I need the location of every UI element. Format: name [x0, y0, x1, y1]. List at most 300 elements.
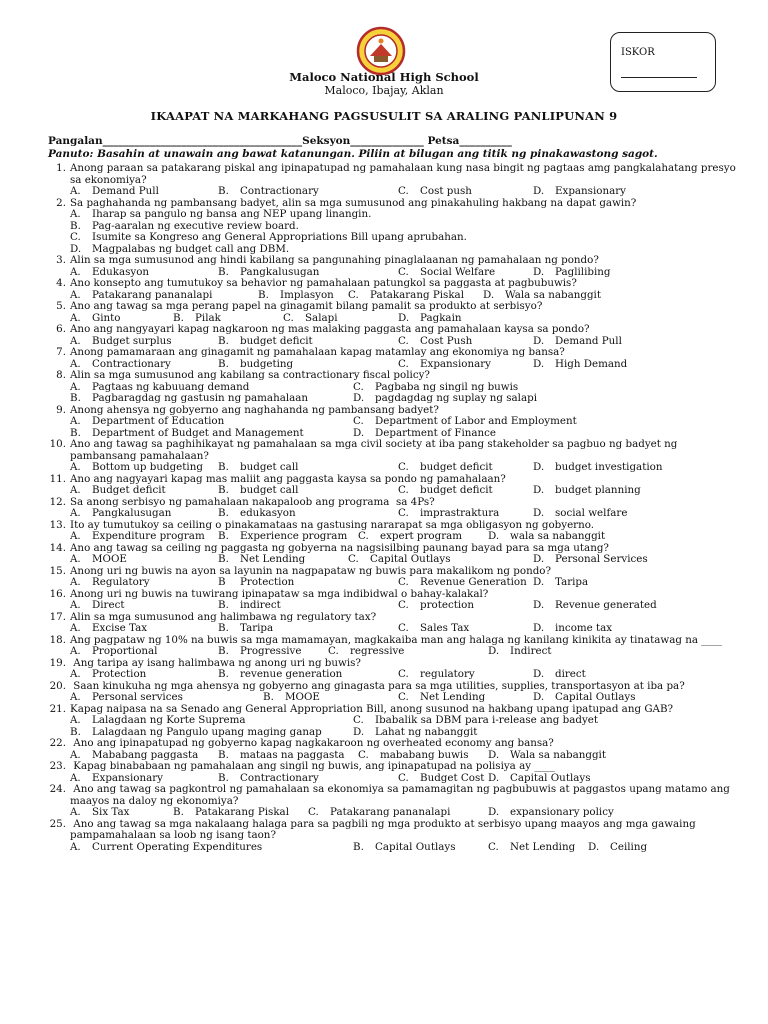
question-stem [28, 301, 744, 313]
answer-choice[interactable] [70, 842, 262, 854]
choice-text: Personal Services [555, 553, 648, 565]
answer-choice[interactable] [70, 807, 129, 819]
choice-letter: A. [70, 530, 81, 542]
answer-choice[interactable] [533, 359, 627, 371]
question-item [28, 704, 744, 739]
choice-text: Expenditure program [92, 530, 205, 542]
choice-text: Contractionary [92, 357, 171, 370]
answer-choice[interactable] [70, 393, 308, 405]
choice-letter: A. [70, 806, 81, 818]
choice-text: Revenue Generation [420, 576, 527, 588]
question-text: Ano ang nangyayari kapag nagkaroon ng mas malaking paggasta ang pamahalaan kaysa sa pondo? [70, 323, 590, 335]
choice-letter: A. [70, 484, 81, 496]
question-number: 20. [49, 679, 66, 692]
choice-text: Salapi [305, 311, 338, 324]
choice-letter: A. [70, 185, 81, 197]
question-item [28, 324, 744, 347]
choice-text: Capital Outlays [555, 691, 636, 703]
choice-letter: C. [488, 840, 499, 853]
question-number: 14. [49, 541, 66, 554]
choice-text: Net Lending [510, 840, 576, 853]
choice-text: budget call [240, 461, 299, 473]
choice-letter: B. [218, 357, 229, 370]
choice-text: Pagbaragdag ng gastusin ng pamahalaan [92, 392, 309, 404]
choice-letter: A. [70, 380, 81, 393]
choice-letter: D. [483, 288, 495, 301]
choice-letter: D. [533, 507, 545, 519]
question-item [28, 370, 744, 405]
choice-letter: B. [218, 668, 229, 680]
choice-letter: B. [218, 185, 229, 197]
choice-text: revenue generation [240, 668, 343, 680]
choice-text: expert program [380, 530, 463, 542]
choice-letter: B. [218, 599, 229, 611]
question-text: Ano ang tawag sa ceiling ng paggasta ng gobyerna na nagsisilbing paunang bayad para sa mga utang? [70, 541, 609, 554]
question-number: 4. [56, 277, 66, 289]
answer-choice[interactable] [533, 692, 636, 704]
choice-text: Patakarang pananalapi [92, 288, 213, 301]
choice-letter: D. [533, 622, 545, 634]
choice-row [28, 393, 744, 405]
question-stem [28, 819, 744, 842]
choice-text: Cost push [420, 185, 472, 197]
choice-text: Bottom up budgeting [92, 461, 203, 473]
choice-text: Ceiling [610, 840, 648, 853]
answer-choice[interactable] [70, 577, 150, 589]
choice-letter: C. [398, 599, 409, 611]
choice-letter: C. [70, 231, 81, 243]
choice-text: Demand Pull [92, 185, 159, 197]
question-number: 25. [49, 817, 66, 830]
answer-choice[interactable] [218, 531, 347, 543]
question-text: Ano ang tawag sa mga perang papel na ginagamit bilang pamalit sa produkto at serbisyo? [70, 300, 543, 312]
choice-text: regressive [350, 645, 405, 657]
choice-letter: D. [70, 242, 82, 255]
choice-text: Pagtaas ng kabuuang demand [92, 380, 250, 393]
choice-row [28, 807, 744, 819]
choice-text: expansionary policy [510, 806, 614, 818]
choice-text: Lalagdaan ng Pangulo upang maging ganap [92, 725, 322, 738]
choice-letter: A. [70, 622, 81, 634]
choice-letter: C. [398, 622, 409, 634]
question-number: 15. [49, 564, 66, 577]
question-item [28, 198, 744, 256]
choice-row [28, 692, 744, 704]
score-label: ISKOR [621, 47, 655, 58]
answer-choice[interactable] [398, 577, 527, 589]
question-number: 1. [56, 162, 66, 174]
answer-choice[interactable] [533, 554, 648, 566]
choice-list [28, 209, 744, 255]
choice-letter: A. [70, 691, 81, 703]
answer-choice[interactable] [70, 623, 147, 635]
answer-choice[interactable] [398, 623, 469, 635]
question-item [28, 589, 744, 612]
choice-text: Experience program [240, 530, 348, 542]
choice-letter: B. [218, 771, 229, 784]
question-text: Kapag binababaan ng pamahalaan ang singil ng buwis, ang ipinapatupad na polisiya ay ____ [70, 760, 555, 772]
question-stem [28, 784, 744, 807]
question-number: 3. [56, 254, 66, 266]
choice-text: Net Lending [420, 691, 486, 703]
question-item [28, 681, 744, 704]
choice-letter: D. [533, 599, 545, 611]
answer-choice[interactable] [398, 600, 474, 612]
answer-choice[interactable] [218, 462, 298, 474]
choice-text: Six Tax [92, 806, 130, 818]
choice-letter: D. [533, 576, 545, 588]
question-number: 23. [49, 760, 66, 772]
choice-letter: C. [353, 380, 364, 393]
exam-title: IKAAPAT NA MARKAHANG PAGSUSULIT SA ARALING PANLIPUNAN 9 [150, 109, 618, 123]
score-box [610, 32, 716, 92]
answer-choice[interactable] [218, 508, 296, 520]
question-number: 21. [49, 702, 66, 715]
choice-text: Patakarang Piskal [370, 288, 464, 301]
answer-choice[interactable] [488, 842, 575, 854]
choice-letter: C. [353, 714, 364, 726]
choice-letter: C. [358, 748, 369, 761]
choice-text: Personal services [92, 691, 183, 703]
choice-letter: B. [70, 725, 81, 738]
choice-letter: C. [398, 507, 409, 519]
question-item [28, 497, 744, 520]
choice-row [28, 531, 744, 543]
choice-letter: A. [70, 415, 81, 427]
choice-letter: A. [70, 668, 81, 680]
choice-text: mababang buwis [380, 748, 469, 761]
score-line [621, 77, 697, 78]
answer-choice[interactable] [263, 692, 320, 704]
answer-choice[interactable] [353, 842, 456, 854]
choice-text: Mababang paggasta [92, 748, 199, 761]
answer-choice[interactable] [488, 807, 614, 819]
answer-choice[interactable] [70, 485, 166, 497]
question-text: Alin sa mga sumusunod ang hindi kabilang sa pangunahing pinaglalaanan ng pamahalaan ng pondo? [70, 254, 599, 266]
question-text: Saan kinukuha ng mga ahensya ng gobyerno ang ginagasta para sa mga utilities, supplies, transportasyon at iba pa? [70, 679, 685, 692]
answer-choice[interactable] [533, 600, 657, 612]
choice-text: Contractionary [240, 185, 319, 197]
choice-text: Taripa [240, 622, 274, 634]
choice-letter: C. [398, 771, 409, 784]
choice-text: Revenue generated [555, 599, 657, 611]
question-item [28, 612, 744, 635]
choice-text: social welfare [555, 507, 628, 519]
choice-letter: A. [70, 265, 81, 278]
answer-choice[interactable] [348, 554, 451, 566]
choice-text: Net Lending [240, 553, 306, 565]
choice-text: Budget Cost [420, 771, 485, 784]
choice-letter: B. [258, 288, 269, 301]
question-number: 8. [56, 369, 66, 381]
choice-letter: B. [218, 530, 229, 542]
answer-choice[interactable] [353, 393, 537, 405]
answer-choice[interactable] [173, 807, 289, 819]
choice-text: Patakarang Piskal [195, 806, 289, 818]
choice-text: wala sa nabanggit [510, 530, 606, 542]
choice-letter: B. [218, 334, 229, 347]
choice-letter: C. [348, 288, 359, 301]
question-item [28, 543, 744, 566]
question-text: Anong paraan sa patakarang piskal ang ipinapatupad ng pamahalaan kung nasa bingit ng pagtaas amg pangkalahatang presyo sa ekonomiya? [70, 162, 740, 186]
question-text: Ang taripa ay isang halimbawa ng anong uri ng buwis? [70, 656, 361, 669]
question-item [28, 635, 744, 658]
choice-letter: B. [173, 806, 184, 818]
choice-letter: A. [70, 645, 81, 657]
choice-text: imprastraktura [420, 507, 500, 519]
answer-choice[interactable] [588, 842, 647, 854]
choice-letter: A. [70, 357, 81, 370]
choice-text: budget deficit [240, 334, 313, 347]
answer-choice[interactable] [398, 692, 485, 704]
answer-choice[interactable] [533, 508, 627, 520]
question-text: Anong uri ng buwis na tuwirang ipinapataw sa mga indibidwal o bahay-kalakal? [70, 587, 489, 600]
choice-letter: D. [533, 691, 545, 703]
answer-choice[interactable] [308, 807, 450, 819]
question-item [28, 784, 744, 819]
choice-text: Magpalabas ng budget call ang DBM. [92, 242, 290, 255]
choice-row [28, 508, 744, 520]
question-stem [28, 439, 744, 462]
question-number: 19. [49, 656, 66, 669]
school-name: Maloco National High School [289, 70, 479, 84]
question-item [28, 566, 744, 589]
question-text: Ano konsepto ang tumutukoy sa behavior ng pamahalaan patungkol sa paggasta at pagbubuwis? [70, 277, 577, 289]
answer-choice[interactable] [218, 577, 294, 589]
choice-text: protection [420, 599, 474, 611]
choice-letter: D. [533, 265, 545, 278]
choice-letter: C. [398, 185, 409, 197]
question-text: Alin sa mga sumusunod ang kabilang sa contractionary fiscal policy? [70, 369, 430, 381]
choice-text: Regulatory [92, 576, 150, 588]
choice-row [28, 842, 744, 854]
choice-letter: D. [488, 748, 500, 761]
answer-choice[interactable] [70, 669, 146, 681]
question-item [28, 738, 744, 761]
choice-letter: B. [218, 748, 229, 761]
choice-text: MOOE [92, 553, 127, 565]
choice-letter: B. [218, 484, 229, 496]
choice-text: Pag-aaralan ng executive review board. [92, 219, 299, 232]
answer-choice[interactable] [70, 692, 183, 704]
choice-letter: C. [398, 668, 409, 680]
answer-choice[interactable] [358, 531, 462, 543]
choice-letter: D. [533, 357, 545, 370]
choice-text: budget investigation [555, 461, 663, 473]
question-number: 11. [49, 472, 66, 485]
answer-choice[interactable] [533, 577, 588, 589]
choice-text: indirect [240, 599, 281, 611]
question-text: Anong pamamaraan ang ginagamit ng pamahalaan kapag matamlay ang ekonomiya ng bansa? [70, 346, 565, 358]
answer-choice[interactable] [70, 646, 157, 658]
choice-text: Demand Pull [555, 334, 622, 347]
answer-choice[interactable] [488, 646, 552, 658]
question-number: 5. [56, 300, 66, 312]
choice-letter: C. [398, 461, 409, 473]
choice-text: Isumite sa Kongreso ang General Appropriations Bill upang aprubahan. [92, 231, 467, 243]
question-number: 10. [49, 438, 66, 450]
question-number: 22. [49, 737, 66, 749]
question-number: 7. [56, 346, 66, 358]
choice-letter: C. [348, 553, 359, 565]
directions: Panuto: Basahin at unawain ang bawat katanungan. Piliin at bilugan ang titik ng pinakawastong sagot. [48, 148, 658, 160]
answer-choice[interactable] [218, 623, 273, 635]
choice-letter: C. [398, 484, 409, 496]
question-item [28, 301, 744, 324]
choice-row [28, 623, 744, 635]
choice-text: edukasyon [240, 507, 296, 519]
answer-choice[interactable] [218, 646, 301, 658]
choice-letter: A. [70, 553, 81, 565]
choice-text: Implasyon [280, 288, 334, 301]
answer-choice[interactable] [218, 485, 298, 497]
choice-text: High Demand [555, 357, 628, 370]
answer-choice[interactable] [533, 623, 612, 635]
choice-letter: B. [263, 691, 274, 703]
choice-text: Progressive [240, 645, 302, 657]
choice-letter: A. [70, 576, 81, 588]
choice-text: Expansionary [555, 185, 626, 197]
choice-letter: D. [353, 725, 365, 738]
choice-text: Indirect [510, 645, 552, 657]
choice-letter: B. [218, 645, 229, 657]
choice-row [28, 577, 744, 589]
choice-text: Expansionary [420, 357, 491, 370]
choice-text: Budget surplus [92, 334, 172, 347]
answer-choice[interactable] [488, 531, 605, 543]
choice-text: budget planning [555, 484, 641, 496]
question-number: 18. [49, 633, 66, 646]
choice-text: Taripa [555, 576, 589, 588]
choice-letter: A. [70, 507, 81, 519]
answer-choice[interactable] [533, 462, 662, 474]
answer-choice[interactable] [398, 508, 499, 520]
choice-letter: D. [533, 668, 545, 680]
choice-text: Capital Outlays [370, 553, 451, 565]
choice-letter: D. [533, 461, 545, 473]
question-stem [28, 163, 744, 186]
choice-letter: C. [398, 576, 409, 588]
answer-choice[interactable] [533, 485, 641, 497]
question-item [28, 163, 744, 198]
answer-choice[interactable] [218, 186, 319, 198]
question-text: Sa anong serbisyo ng pamahalaan nakapaloob ang programa sa 4Ps? [70, 495, 435, 508]
choice-row [28, 554, 744, 566]
question-item [28, 439, 744, 474]
choice-letter: A. [70, 599, 81, 611]
choice-letter: B. [70, 392, 81, 404]
question-number: 9. [56, 403, 66, 416]
choice-text: Pagkain [420, 311, 462, 324]
student-info-line: Pangalan______________________________________Seksyon______________ Petsa__________ [48, 135, 512, 147]
question-text: Ano ang ipinapatupad ng gobyerno kapag nagkakaroon ng overheated economy ang bansa? [70, 737, 554, 749]
answer-choice[interactable] [398, 669, 475, 681]
answer-choice[interactable] [70, 508, 171, 520]
question-list [28, 163, 744, 853]
choice-text: income tax [555, 622, 613, 634]
question-number: 16. [49, 587, 66, 600]
answer-choice[interactable] [218, 600, 281, 612]
choice-letter: B. [353, 840, 364, 853]
choice-letter: A. [70, 461, 81, 473]
question-text: Kapag naipasa na sa Senado ang General Appropriation Bill, anong susunod na hakbang upang ipatupad ang GAB? [70, 702, 674, 715]
choice-text: Edukasyon [92, 265, 150, 278]
choice-text: Pangkalusugan [240, 265, 320, 278]
choice-row [28, 669, 744, 681]
choice-letter: D. [533, 334, 545, 347]
answer-choice[interactable] [70, 186, 159, 198]
choice-letter: B. [218, 553, 229, 565]
choice-letter: B. [70, 426, 81, 439]
answer-choice[interactable] [70, 531, 205, 543]
question-item [28, 761, 744, 784]
choice-text: Capital Outlays [375, 840, 456, 853]
choice-text: pagdagdag ng suplay ng salapi [375, 392, 538, 404]
choice-letter: D. [588, 840, 600, 853]
question-text: Alin sa mga sumusunod ang halimbawa ng regulatory tax? [70, 610, 377, 623]
choice-letter: C. [398, 357, 409, 370]
answer-choice[interactable] [398, 186, 472, 198]
answer-choice[interactable] [398, 462, 493, 474]
choice-letter: C. [358, 530, 369, 542]
choice-letter: A. [70, 714, 81, 726]
choice-text: budget deficit [420, 484, 493, 496]
question-item [28, 347, 744, 370]
choice-letter: B. [70, 219, 81, 232]
choice-text: Wala sa nabanggit [510, 748, 606, 761]
question-number: 24. [49, 783, 66, 795]
choice-letter: D. [488, 771, 500, 784]
choice-text: direct [555, 668, 586, 680]
question-number: 17. [49, 610, 66, 623]
answer-choice[interactable] [70, 462, 203, 474]
choice-text: Patakarang pananalapi [330, 806, 451, 818]
answer-choice[interactable] [533, 186, 626, 198]
choice-text: Contractionary [240, 771, 319, 784]
choice-row [28, 485, 744, 497]
choice-text: budget deficit [420, 461, 493, 473]
choice-text: Excise Tax [92, 622, 148, 634]
choice-letter: C. [283, 311, 294, 324]
choice-text: Protection [92, 668, 147, 680]
choice-text: Ibabalik sa DBM para i-release ang badyet [375, 714, 598, 726]
question-number: 13. [49, 518, 66, 531]
answer-choice[interactable] [70, 554, 127, 566]
answer-choice[interactable] [398, 485, 493, 497]
choice-row [28, 646, 744, 658]
answer-choice[interactable] [70, 600, 124, 612]
school-address: Maloco, Ibajay, Aklan [324, 84, 444, 97]
choice-letter: D. [488, 645, 500, 657]
choice-text: Lalagdaan ng Korte Suprema [92, 714, 246, 726]
choice-letter: A. [70, 771, 81, 784]
answer-choice[interactable] [218, 669, 342, 681]
question-text: Ang pagpataw ng 10% na buwis sa mga mamamayan, magkakaiba man ang halaga ng kanilang kinikita ay tinatawag na ____ [70, 633, 722, 646]
answer-choice[interactable] [218, 554, 305, 566]
answer-choice[interactable] [328, 646, 404, 658]
question-number: 12. [49, 495, 66, 508]
question-text: Ano ang tawag sa pagkontrol ng pamahalaan sa ekonomiya sa pamamagitan ng pagbubuwis at paggastos upang matamo ang maayos na daloy ng ekonomiya? [70, 783, 734, 807]
choice-letter: A. [70, 748, 81, 761]
answer-choice[interactable] [533, 669, 586, 681]
question-text: Ito ay tumutukoy sa ceiling o pinakamataas na gastusing nararapat sa mga obligasyon ng gobyerno. [70, 518, 595, 531]
choice-text: Sales Tax [420, 622, 470, 634]
choice-text: MOOE [285, 691, 320, 703]
choice-letter: D. [488, 530, 500, 542]
choice-letter: C. [398, 265, 409, 278]
choice-row [28, 600, 744, 612]
choice-text: Pilak [195, 311, 221, 324]
